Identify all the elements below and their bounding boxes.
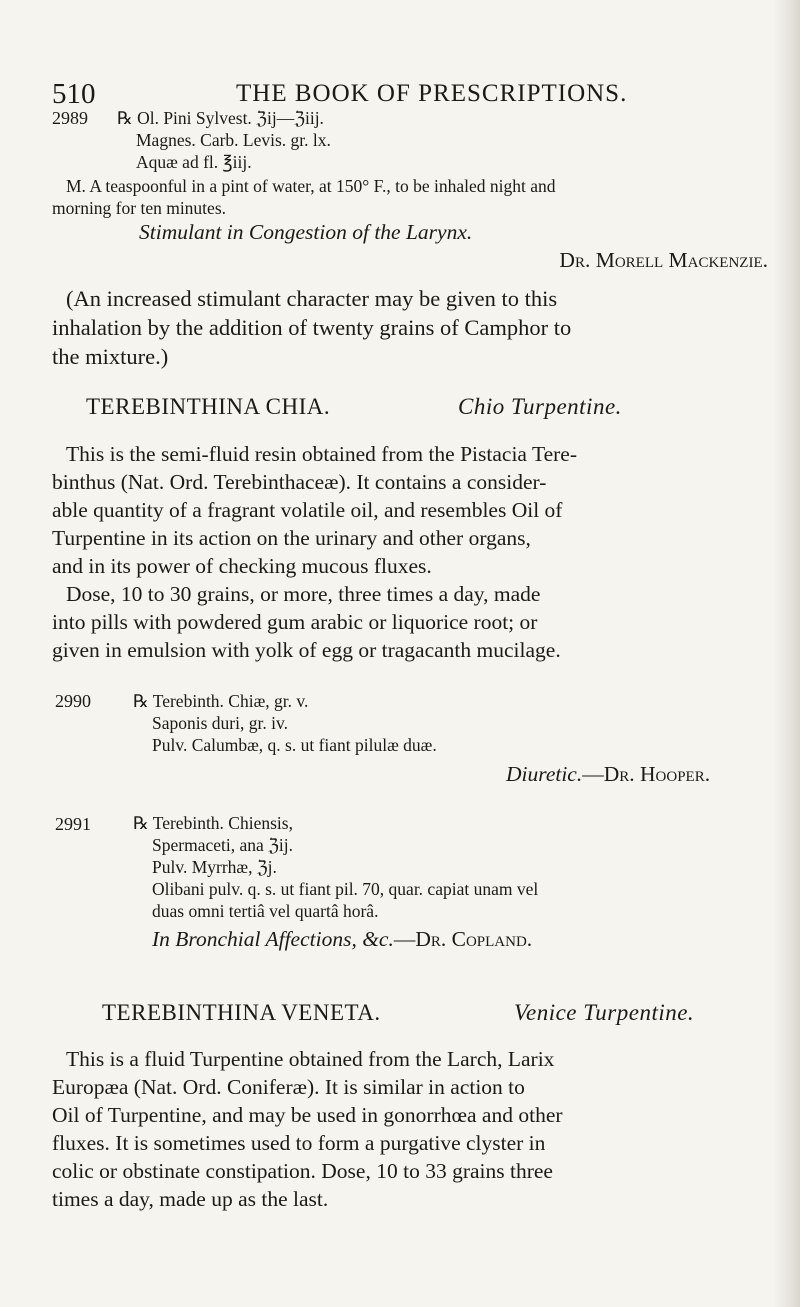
prescription-use: In Bronchial Affections, &c. [152,927,394,951]
prescription-line: duas omni tertiâ vel quartâ horâ. [152,901,379,921]
section-heading-english: Chio Turpentine. [458,394,622,419]
paragraph-line: This is the semi-fluid resin obtained from the Pistacia Tere- [66,442,577,466]
directions-text: M. A teaspoonful in a pint of water, at 150° F., to be inhaled night and [66,176,556,196]
page-number: 510 [52,78,96,110]
prescription-line: Magnes. Carb. Levis. gr. lx. [136,130,331,150]
prescription-author: Dr. Morell Mackenzie. [559,248,768,272]
prescription-use-and-author [506,761,710,789]
prescription-line: Saponis duri, gr. iv. [152,713,288,733]
paragraph-line: fluxes. It is sometimes used to form a purgative clyster in [52,1131,546,1155]
paragraph-line: Turpentine in its action on the urinary and other organs, [52,526,531,550]
section-heading: TEREBINTHINA VENETA. [102,1000,381,1025]
directions-text: morning for ten minutes. [52,198,227,218]
paragraph-line: into pills with powdered gum arabic or liquorice root; or [52,610,538,634]
prescription-line: Olibani pulv. q. s. ut fiant pil. 70, quar. capiat unam vel [152,879,539,899]
prescription-use: Stimulant in Congestion of the Larynx. [139,220,473,244]
prescription-line: Pulv. Myrrhæ, ℨj. [152,857,277,877]
prescription-line: ℞ Terebinth. Chiensis, [133,813,293,833]
paragraph-line: Oil of Turpentine, and may be used in gonorrhœa and other [52,1103,563,1127]
paragraph-line: binthus (Nat. Ord. Terebinthaceæ). It contains a consider- [52,470,547,494]
paragraph-line: able quantity of a fragrant volatile oil, and resembles Oil of [52,498,563,522]
prescription-author: —Dr. Copland. [393,927,533,951]
page-edge-shadow [774,0,800,1307]
note-line: the mixture.) [52,344,169,369]
running-title: THE BOOK OF PRESCRIPTIONS. [236,80,628,107]
note-line: (An increased stimulant character may be given to this [66,286,558,311]
paragraph-line: This is a fluid Turpentine obtained from the Larch, Larix [66,1047,555,1071]
paragraph-line: times a day, made up as the last. [52,1187,329,1211]
prescription-number: 2990 [55,691,91,711]
paragraph-line: given in emulsion with yolk of egg or tragacanth mucilage. [52,638,561,662]
prescription-number: 2991 [55,814,91,834]
prescription-line: Spermaceti, ana ℨij. [152,835,294,855]
paragraph-line: Dose, 10 to 30 grains, or more, three times a day, made [66,582,541,606]
prescription-number: 2989 [52,108,88,128]
paragraph-line: and in its power of checking mucous fluxes. [52,554,432,578]
section-heading-english: Venice Turpentine. [514,1000,695,1025]
prescription-line: Pulv. Calumbæ, q. s. ut fiant pilulæ duæ. [152,735,437,755]
prescription-line: Aquæ ad fl. ℥iij. [136,152,252,172]
paragraph-line: colic or obstinate constipation. Dose, 10 to 33 grains three [52,1159,553,1183]
prescription-use: Diuretic. [506,762,583,786]
prescription-line: ℞ Ol. Pini Sylvest. ℨij—ℨiij. [117,108,324,128]
prescription-line: ℞ Terebinth. Chiæ, gr. v. [133,691,309,711]
prescription-use-and-author [152,926,532,954]
paragraph-line: Europæa (Nat. Ord. Coniferæ). It is similar in action to [52,1075,525,1099]
prescription-author: —Dr. Hooper. [582,762,711,786]
note-line: inhalation by the addition of twenty grains of Camphor to [52,315,572,340]
section-heading: TEREBINTHINA CHIA. [86,394,331,419]
